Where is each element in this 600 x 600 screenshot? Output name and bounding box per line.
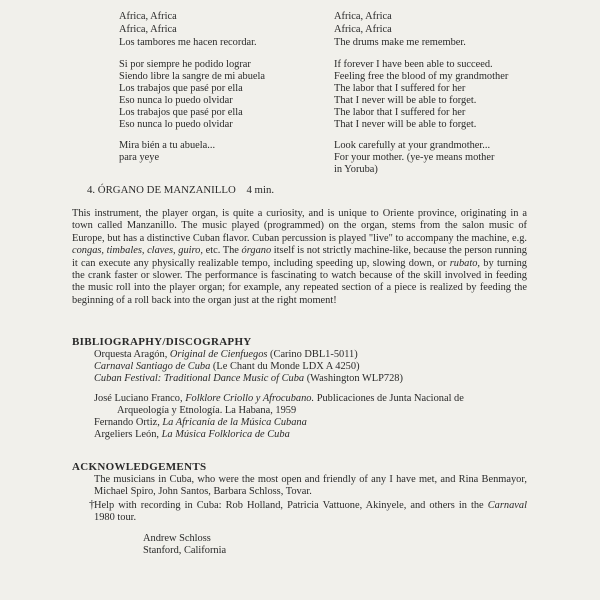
section-title-text: 4. ÓRGANO DE MANZANILLO: [87, 184, 236, 196]
lyric-line: para yeye: [119, 152, 160, 163]
ack-text: Help with recording in Cuba: Rob Holland, Patricia Vattuone, Akinyele, and others in the: [94, 500, 484, 511]
para-text: itself is not strictly machine-like, because the person running it can execute any physically realizable tempo, including speeding up, slowing down, or: [72, 245, 527, 269]
lyric-line: Eso nunca lo puedo olvidar: [119, 95, 233, 106]
bibliography-heading: BIBLIOGRAPHY/DISCOGRAPHY: [72, 336, 252, 348]
entry-text: (Carino DBL1-5011): [267, 349, 358, 360]
signature-location: Stanford, California: [143, 545, 227, 556]
lyric-line: If forever I have been able to succeed.: [334, 59, 493, 70]
entry-text: José Luciano Franco,: [94, 393, 186, 404]
para-text-italic: órgano: [241, 245, 272, 257]
bibliography-entry-continued: Arqueología y Etnología. La Habana, 1959: [117, 405, 297, 416]
entry-text: (Le Chant du Monde LDX A 4250): [210, 361, 360, 372]
lyric-line: Look carefully at your grandmother...: [334, 140, 491, 151]
lyric-line: Africa, Africa: [119, 11, 177, 22]
entry-title: Original de Cienfuegos: [169, 349, 268, 360]
lyric-line: in Yoruba): [334, 164, 378, 175]
discography-entry: [94, 361, 360, 373]
entry-text: (Washington WLP728): [304, 373, 403, 384]
acknowledgements-heading: ACKNOWLEDGEMENTS: [72, 461, 207, 473]
entry-title: La Música Folklorica de Cuba: [161, 429, 290, 440]
dagger-mark: †: [89, 499, 95, 511]
bibliography-entry: [94, 417, 307, 429]
entry-text: Argeliers León,: [94, 429, 162, 440]
lyric-line: Africa, Africa: [334, 24, 392, 35]
bibliography-entry: [94, 393, 464, 405]
section-paragraph: [72, 208, 527, 307]
entry-title: Cuban Festival: Traditional Dance Music of Cuba: [94, 373, 305, 384]
lyric-line: Los tambores me hacen recordar.: [119, 37, 257, 48]
lyric-line: That I never will be able to forget.: [334, 119, 477, 130]
entry-title: Folklore Criollo y Afrocubano.: [185, 393, 315, 404]
para-text: This instrument, the player organ, is quite a curiosity, and is unique to Oriente province, originating in a town called Manzanillo. The music played (programmed) on the organ, stems from the salon music of Europe, but has a distinctive Cuban flavor. Cuban percussion is played "live" to accompany the machine, e.g.: [72, 208, 527, 244]
lyric-line: The labor that I suffered for her: [334, 83, 466, 94]
para-text-italic: rubato,: [449, 257, 481, 269]
lyric-line: Si por siempre he podido lograr: [119, 59, 251, 70]
lyric-line: That I never will be able to forget.: [334, 95, 477, 106]
entry-text: Fernando Ortiz,: [94, 417, 163, 428]
lyric-line: Africa, Africa: [334, 11, 392, 22]
lyric-line: Mira bién a tu abuela...: [119, 140, 216, 151]
lyric-line: The labor that I suffered for her: [334, 107, 466, 118]
entry-title: La Africanía de la Música Cubana: [162, 417, 307, 428]
lyric-line: Eso nunca lo puedo olvidar: [119, 119, 233, 130]
acknowledgements-help: [94, 500, 527, 525]
signature-name: Andrew Schloss: [143, 533, 211, 544]
lyric-line: For your mother. (ye-ye means mother: [334, 152, 495, 163]
lyric-line: The drums make me remember.: [334, 37, 466, 48]
entry-text: Orquesta Aragón,: [94, 349, 170, 360]
lyric-line: Africa, Africa: [119, 24, 177, 35]
bibliography-entry: [94, 429, 290, 441]
section-title: [87, 184, 274, 196]
para-text: etc. The: [202, 245, 242, 257]
ack-text: 1980 tour.: [94, 512, 137, 524]
acknowledgements-paragraph: The musicians in Cuba, who were the most open and friendly of any I have met, and Rina Benmayor, Michael Spiro, John Santos, Barbara Schloss, Tovar.: [94, 474, 527, 498]
lyric-line: Los trabajos que pasé por ella: [119, 107, 243, 118]
para-text-italic: congas, timbales, claves, guiro,: [72, 245, 203, 257]
ack-italic: Carnaval: [487, 500, 527, 511]
lyric-line: Feeling free the blood of my grandmother: [334, 71, 509, 82]
para-text: by turning the crank faster or slower. The performance is fascinating to watch because of the skill involved in feeding the music roll into the player organ; for example, any repeated section of a piece is realized by feeding the beginning of a roll back into the organ just at the right moment!: [72, 257, 527, 306]
lyric-line: Los trabajos que pasé por ella: [119, 83, 243, 94]
entry-title: Carnaval Santiago de Cuba: [94, 361, 211, 372]
section-duration: 4 min.: [246, 184, 275, 196]
lyric-line: Siendo libre la sangre de mi abuela: [119, 71, 265, 82]
discography-entry: [94, 349, 358, 361]
entry-text: Publicaciones de Junta Nacional de: [314, 393, 464, 404]
discography-entry: [94, 373, 403, 385]
